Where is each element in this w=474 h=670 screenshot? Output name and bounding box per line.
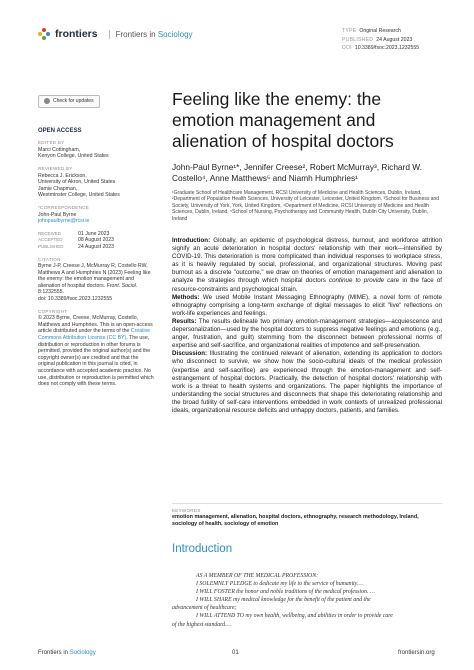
quote-line: I WILL FOSTER the honor and noble traditions of the medical profession. … (196, 589, 375, 596)
doi-key: DOI (342, 45, 352, 51)
journal-title: Sociology (157, 29, 193, 39)
article-title: Feeling like the enemy: the emotion management and alienation of hospital doctors (172, 89, 394, 151)
intro-emphasis: continue to provide care (329, 277, 400, 285)
quote-line: I SOLEMNLY PLEDGE to dedicate my life to the service of humanity.… (196, 581, 364, 588)
correspondence-email[interactable]: johnpaulbyrne@rcsi.ie (38, 218, 90, 225)
received-key: RECEIVED (38, 230, 62, 236)
quote-line: I WILL ATTEND TO my own health, wellbeing, and abilities in order to provide care (196, 613, 393, 620)
frontiers-logo-icon (38, 28, 50, 40)
correspondence-name: John-Paul Byrne (38, 211, 77, 218)
abstract-results (172, 318, 442, 350)
copyright-text (38, 315, 156, 388)
footer-site-link[interactable]: frontiersin.org (398, 650, 435, 656)
article-meta (342, 27, 419, 53)
dates-block (38, 231, 156, 251)
check-updates-button[interactable] (38, 95, 100, 108)
affiliations: ¹Graduate School of Healthcare Management, RCSI University of Medicine and Health Sciences, Dublin, Ireland, ²Department of Population Health Sciences, University of Leicester, Leicester, United Kingdom, ³School for Business and Society, University of York, York, United Kingdom, ⁴Department of Medicine, RCSI University of Medicine and Health Sciences, Dublin, Ireland, ⁵School of Nursing, Psychotherapy and Community Health, Dublin City University, Dublin, Ireland (172, 190, 440, 222)
intro-label: Introduction: (172, 237, 211, 244)
edited-by-key: EDITED BY (38, 140, 65, 146)
footer-journal-name: Sociology (69, 650, 96, 656)
type-key: TYPE (342, 28, 357, 34)
section-heading-introduction: Introduction (172, 543, 233, 555)
check-updates-label: Check for updates (53, 98, 94, 104)
article-sidebar (38, 95, 156, 388)
citation-journal: Front. Sociol. (106, 282, 138, 289)
abstract (172, 237, 442, 415)
keywords-divider (172, 503, 442, 504)
citation-body: Byrne J-P, Creese J, McMurray R, Costello RW, Matthews A and Humphries N (2023) Feeling like the enemy: the emotion management and alienation of hospital doctors. (38, 263, 151, 289)
copyright-post: . The use, distribution or reproduction in other forums is permitted, provided the original author(s) and the copyright owner(s) are credited and that the original publication in this journal is cited, in accordance with accepted academic practice. No use, distribution or reproduction is permitted which does not comply with these terms. (38, 335, 154, 388)
intro-text: Globally, an epidemic of psychological distress, burnout, and workforce attrition signify an acute deterioration in hospital doctors' relationship with their work—intensified by COVID-19. This deterioration is more complicated than individual responses to workplace stress, as it is heavily regulated by social, professional, and organizational structures. Moving past burnout as a discrete "outcome," we draw on theories of emotion management and alienation to analyze the strategies through which hospital doctors (172, 237, 442, 285)
discussion-text: Illustrating the continued relevant of alienation, extending its application to doctors who disconnect to survive, we show how the socio-cultural ideals of the medical profession (expertise and self-sacrifice) are experienced through the emotion-management and self-estrangement of hospital doctors. Practically, the detection of hospital doctors' relationship with work is a threat to health systems and organizations. The paper highlights the importance of understanding the social structures and disconnects that shape this deteriorating relationship and the broad futility of self-care interventions embedded in work contexts of unrealized professional ideals, organizational resource deficits and unhappy doctors, patients, and families. (172, 350, 442, 414)
journal-logo[interactable] (38, 28, 193, 40)
doi-value[interactable]: 10.3389/fsoc.2023.1232555 (354, 45, 420, 51)
citation-text (38, 263, 156, 303)
correspondence-key: *CORRESPONDENCE (38, 204, 90, 210)
accepted-key: ACCEPTED (38, 237, 63, 243)
license-link[interactable]: Creative Commons Attribution License (CC BY) (38, 328, 151, 342)
quote-line: advancement of healthcare; (172, 605, 237, 612)
quote-line: of the highest standard.… (172, 621, 232, 628)
reviewed-by: Rebecca J. Erickson, University of Akron, United States Jamie Chapman, Westminster College, United States (38, 172, 120, 199)
refresh-icon (44, 98, 50, 104)
reviewed-by-key: REVIEWED BY (38, 165, 73, 171)
abstract-methods (172, 294, 442, 318)
footer-journal[interactable] (38, 650, 96, 656)
intro-text-end: in the face of resource-constraints and psychological strain. (172, 277, 442, 293)
copyright-pre: © 2023 Byrne, Creese, McMurray, Costello, Matthews and Humphries. This is an open-access article distributed under the terms of the (38, 315, 153, 335)
discussion-label: Discussion: (172, 350, 208, 358)
copyright-key: COPYRIGHT (38, 308, 68, 314)
received-date: 01 June 2023 (78, 230, 110, 237)
author-list: John-Paul Byrne¹*, Jennifer Creese², Robert McMurray³, Richard W. Costello⁴, Anne Matthews⁵ and Niamh Humphries¹ (172, 162, 422, 183)
article-type: Original Research (359, 28, 401, 34)
journal-name (109, 30, 193, 39)
citation-ref: 8:1232555. (38, 289, 64, 296)
abstract-introduction (172, 237, 442, 294)
oath-quote (172, 572, 444, 629)
journal-prefix: Frontiers in (115, 29, 156, 39)
results-text: The results delineate two primary emotion-management strategies—acquiescence and depersonalization—used by the hospital doctors to suppress negative feelings and emotions (e.g., anger, frustration, and guilt) stemming from the disconnect between professional norms of expertise and self-sacrifice, and organizational realities of impotence and self-preservation. (172, 317, 443, 350)
abstract-discussion (172, 350, 442, 415)
accepted-date: 08 August 2023 (78, 237, 115, 244)
page-number: 01 (232, 650, 239, 656)
open-access-label: OPEN ACCESS (38, 127, 82, 134)
published-date: 24 August 2023 (376, 36, 413, 43)
citation-doi[interactable]: doi: 10.3389/fsoc.2023.1232555 (38, 296, 113, 303)
quote-line: I WILL SHARE my medical knowledge for the benefit of the patient and the (196, 597, 371, 604)
citation-key: CITATION (38, 256, 61, 262)
published-date: 24 August 2023 (78, 243, 115, 250)
results-label: Results: (172, 317, 197, 325)
keywords: emotion management, alienation, hospital doctors, ethnography, research methodology, Ireland, sociology of health, sociology of emotion (172, 514, 419, 527)
edited-by: Marci Cottingham, Kenyon College, United States (38, 146, 109, 160)
keywords-key: KEYWORDS (172, 508, 201, 513)
published-key: PUBLISHED (342, 36, 374, 43)
methods-text: We used Mobile Instant Messaging Ethnography (MIME), a novel form of remote ethnography comprising a long-term exchange of digital messages to elicit "live" reflections on work-life experiences and feelings. (172, 293, 442, 317)
published-key: PUBLISHED (38, 243, 64, 249)
brand-name: frontiers (55, 28, 98, 40)
methods-label: Methods: (172, 293, 200, 301)
footer-prefix: Frontiers in (38, 650, 69, 656)
quote-line: AS A MEMBER OF THE MEDICAL PROFESSION: (196, 573, 319, 579)
